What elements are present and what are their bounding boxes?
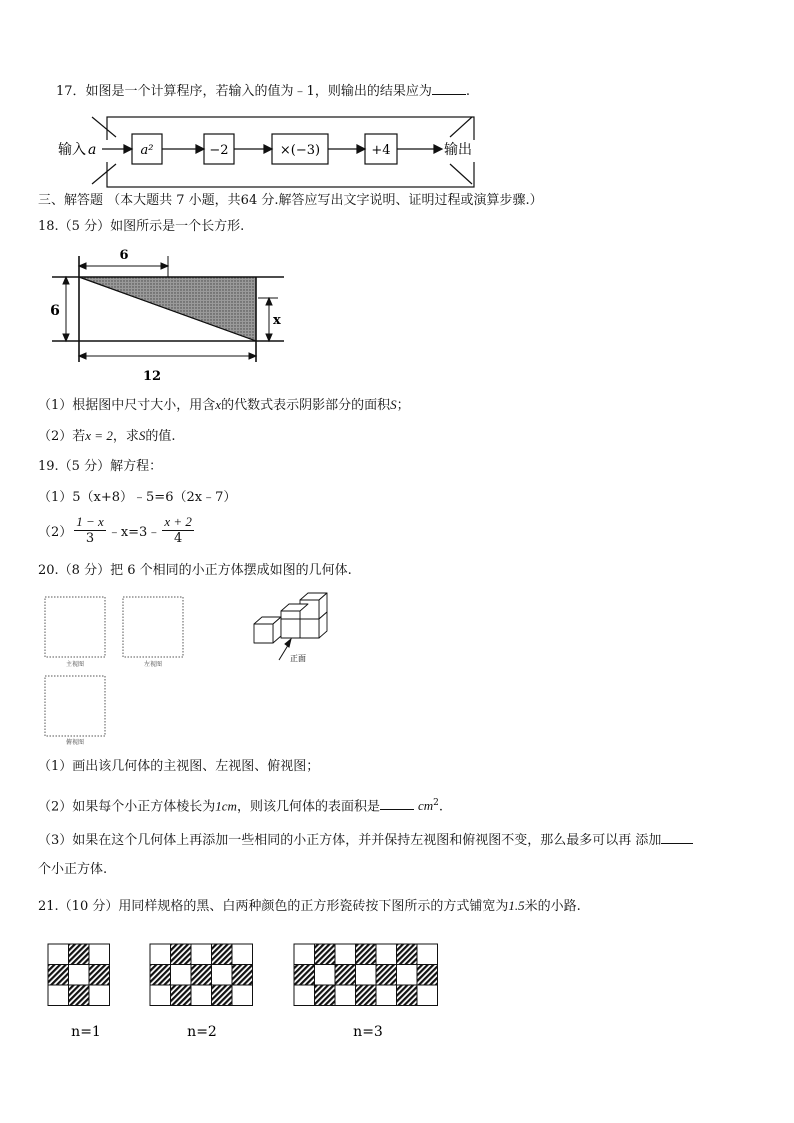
- q18-rectangle-figure: [42, 244, 290, 384]
- q17-text: [56, 82, 470, 101]
- q18-p1-end: ；: [396, 398, 410, 413]
- q18-p2-end: 的值.: [145, 429, 176, 444]
- frac1-den: 3: [85, 531, 95, 546]
- q18-part1: [38, 396, 410, 415]
- q17-period: .: [465, 84, 470, 99]
- q19-eq2: [38, 514, 196, 547]
- q19-eq2-prefix: （2）: [38, 525, 73, 540]
- tile-white: [171, 965, 192, 986]
- q21-a: 21.（10 分）用同样规格的黑、白两种颜色的正方形瓷砖按下图所示的方式铺宽为: [38, 899, 509, 914]
- q20-cube-solid: [248, 590, 338, 670]
- front-view-box[interactable]: [45, 597, 105, 657]
- output-label: 输出: [444, 142, 472, 158]
- label-top: 6: [119, 248, 129, 263]
- tile-black: [356, 944, 377, 965]
- tile-black: [212, 944, 233, 965]
- tile-black: [315, 944, 336, 965]
- tile-black: [376, 965, 397, 986]
- q20-text: 20.（8 分）把 6 个相同的小正方体摆成如图的几何体.: [38, 563, 352, 578]
- q18-p2-a: （2）若: [38, 429, 86, 444]
- label-n3: n=3: [353, 1024, 383, 1040]
- label-n1: n=1: [71, 1024, 101, 1040]
- tile-black: [89, 965, 110, 986]
- tile-black: [171, 985, 192, 1006]
- tile-white: [212, 965, 233, 986]
- label-left: 6: [50, 303, 60, 319]
- tile-white: [69, 965, 90, 986]
- q20-p2-unit: 1cm: [215, 798, 237, 814]
- cube-left-front: [254, 624, 273, 643]
- input-var: a: [88, 142, 97, 158]
- frac2-num: x + 2: [164, 514, 192, 529]
- frac2-den: 4: [173, 531, 183, 546]
- q18-text: 18.（5 分）如图所示是一个长方形.: [38, 219, 245, 234]
- tile-black: [191, 965, 212, 986]
- tile-white: [89, 985, 110, 1006]
- label-bottom: 12: [142, 369, 162, 384]
- q17-program-diagram: [52, 112, 476, 190]
- section-heading: 三、解答题 （本大题共 7 小题，共64 分.解答应写出文字说明、证明过程或演算步骤.）: [38, 193, 543, 208]
- tile-white: [48, 985, 69, 1006]
- tile-black: [356, 985, 377, 1006]
- tile-black: [212, 985, 233, 1006]
- tile-black: [397, 944, 418, 965]
- q21-text: [38, 897, 581, 916]
- tile-white: [294, 944, 315, 965]
- dimension-bottom: [79, 353, 256, 359]
- q18-part2: [38, 427, 175, 446]
- tile-white: [376, 944, 397, 965]
- tile-white: [232, 985, 253, 1006]
- frame-notch-left-top: [92, 117, 116, 137]
- q17-answer-blank[interactable]: [432, 82, 466, 95]
- q18-p2-mid: ，求: [112, 429, 139, 444]
- q19-eq1: （1）5（x+8）﹣5=6（2x﹣7）: [38, 490, 237, 505]
- label-right: x: [273, 313, 281, 328]
- dimension-top: [79, 263, 168, 269]
- q18-p1-mid: 的代数式表示阴影部分的面积: [221, 398, 391, 413]
- top-view-caption: 俯视图: [65, 739, 85, 746]
- tile-black: [171, 944, 192, 965]
- tile-black: [397, 985, 418, 1006]
- q21-width: 1.5: [508, 898, 525, 913]
- tile-black: [315, 985, 336, 1006]
- q20-view-boxes: [40, 592, 200, 748]
- q18-p2-var: S: [138, 428, 146, 443]
- q20-part3-cont: 个小正方体.: [38, 862, 108, 877]
- q20-surface-blank[interactable]: [380, 797, 414, 810]
- left-view-caption: 左视图: [143, 661, 163, 668]
- tile-black: [150, 965, 171, 986]
- tile-white: [150, 944, 171, 965]
- tile-white: [335, 944, 356, 965]
- tile-white: [376, 985, 397, 1006]
- tile-black: [294, 965, 315, 986]
- q20-p2-unit2: cm: [417, 798, 434, 814]
- box3-label: ×(−3): [279, 143, 321, 158]
- tile-white: [89, 944, 110, 965]
- tile-black: [335, 965, 356, 986]
- q20-add-blank[interactable]: [661, 831, 693, 844]
- tile-white: [150, 985, 171, 1006]
- q19-text: 19.（5 分）解方程：: [38, 459, 163, 474]
- top-view-box[interactable]: [45, 676, 105, 736]
- front-label: 正面: [290, 654, 306, 663]
- q19-eq2-mid: ﹣x=3﹣: [107, 525, 161, 540]
- tile-white: [315, 965, 336, 986]
- q18-p2-expr: x = 2: [85, 428, 113, 443]
- tile-black: [69, 944, 90, 965]
- tile-white: [232, 944, 253, 965]
- q21-b: 米的小路.: [524, 899, 581, 914]
- q20-part1: （1）画出该几何体的主视图、左视图、俯视图；: [38, 759, 320, 774]
- frame-notch-right-top: [450, 117, 472, 137]
- input-label: 输入: [58, 142, 86, 158]
- left-view-box[interactable]: [123, 597, 183, 657]
- tile-white: [417, 985, 438, 1006]
- tile-white: [335, 985, 356, 1006]
- tile-white: [356, 965, 377, 986]
- tile-white: [397, 965, 418, 986]
- fraction-2: [162, 514, 194, 547]
- box1-label: a²: [140, 143, 154, 158]
- q21-tile-figures: [40, 938, 450, 1048]
- q18-p1-var2: S: [390, 397, 397, 412]
- tile-black: [417, 965, 438, 986]
- cube-top-front: [300, 600, 319, 619]
- tile-white: [294, 985, 315, 1006]
- box2-label: −2: [209, 143, 229, 158]
- box4-label: +4: [371, 143, 391, 158]
- q20-p2-sup: 2: [433, 798, 439, 808]
- q20-p2-b: ，则该几何体的表面积是: [236, 799, 380, 815]
- frac1-num: 1 − x: [76, 514, 104, 529]
- tile-white: [48, 944, 69, 965]
- q20-p2-a: （2）如果每个小正方体棱长为: [38, 799, 216, 815]
- q18-p1-var: x: [215, 397, 222, 412]
- q18-p1-a: （1）根据图中尺寸大小，用含: [38, 398, 216, 413]
- frame-notch-right-bottom: [450, 164, 472, 184]
- tile-black: [69, 985, 90, 1006]
- tile-black: [232, 965, 253, 986]
- q20-part2: [38, 794, 443, 816]
- tile-white: [191, 985, 212, 1006]
- frame-notch-left-bottom: [92, 164, 116, 184]
- label-n2: n=2: [187, 1024, 217, 1040]
- q20-part3: [38, 831, 693, 850]
- q20-p2-end: .: [438, 799, 444, 815]
- q17-question: 17．如图是一个计算程序，若输入的值为﹣1，则输出的结果应为: [56, 84, 432, 99]
- q20-p3-a: （3）如果在这个几何体上再添加一些相同的小正方体，并并保持左视图和俯视图不变，那么最多可以再 添加: [38, 833, 662, 848]
- tile-white: [417, 944, 438, 965]
- tile-black: [48, 965, 69, 986]
- tile-white: [191, 944, 212, 965]
- cube-mid-front: [281, 619, 300, 638]
- fraction-1: [74, 514, 106, 547]
- cube-right-front: [300, 619, 319, 638]
- dimension-left: [63, 277, 69, 341]
- front-view-caption: 主视图: [65, 661, 85, 668]
